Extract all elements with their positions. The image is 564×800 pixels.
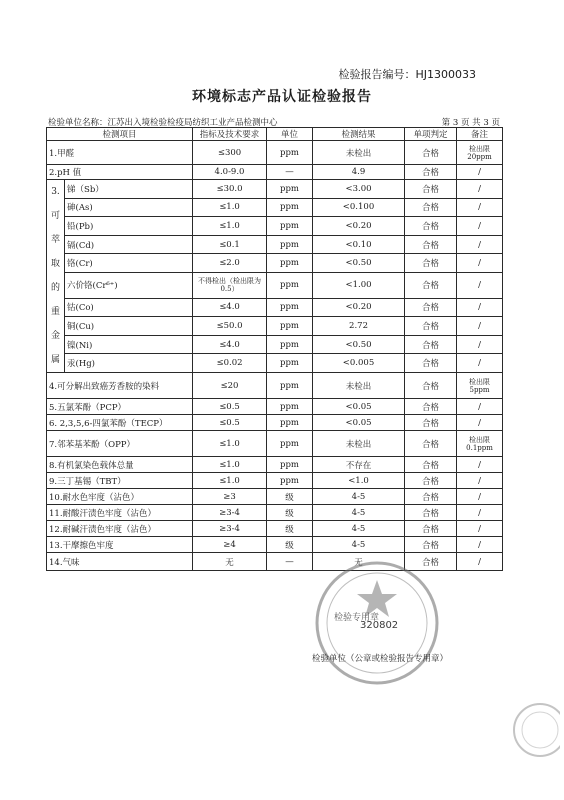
table-row	[47, 217, 503, 236]
cell-result: <0.10	[313, 235, 405, 254]
cell-unit: ppm	[267, 254, 313, 273]
results-table	[46, 127, 503, 571]
cell-req: ≤1.0	[193, 198, 267, 217]
report-number: 检验报告编号：HJ1300033	[338, 68, 476, 81]
cell-note: 检出限 0.1ppm	[457, 431, 503, 457]
cell-judge: 合格	[405, 457, 457, 473]
cell-judge: 合格	[405, 180, 457, 199]
cell-item: 8.有机氯染色载体总量	[47, 457, 193, 473]
cell-req: ≤300	[193, 141, 267, 165]
cell-req: ≤50.0	[193, 317, 267, 336]
cell-judge: 合格	[405, 354, 457, 373]
seal-text: 检验专用章	[334, 613, 380, 623]
cell-judge: 合格	[405, 165, 457, 180]
cell-judge: 合格	[405, 505, 457, 521]
table-row	[47, 489, 503, 505]
cell-judge: 合格	[405, 473, 457, 489]
cell-req: ≤30.0	[193, 180, 267, 199]
cell-unit: ppm	[267, 457, 313, 473]
cell-judge: 合格	[405, 198, 457, 217]
cell-req: ≤2.0	[193, 254, 267, 273]
cell-result: <0.100	[313, 198, 405, 217]
inspection-unit: 检验单位名称：江苏出入境检验检疫局纺织工业产品检测中心	[48, 118, 278, 128]
cell-result: 未检出	[313, 431, 405, 457]
cell-req: ≤1.0	[193, 457, 267, 473]
cell-item: 12.耐碱汗渍色牢度（沾色）	[47, 521, 193, 537]
cell-note: /	[457, 553, 503, 571]
cell-unit: ppm	[267, 431, 313, 457]
table-row	[47, 198, 503, 217]
header-result: 检测结果	[313, 128, 405, 141]
cell-judge: 合格	[405, 254, 457, 273]
cell-req: ≥4	[193, 537, 267, 553]
cell-judge: 合格	[405, 537, 457, 553]
cell-note: /	[457, 537, 503, 553]
cell-unit: ppm	[267, 235, 313, 254]
signature-line: 检验单位（公章或检验报告专用章）	[312, 654, 449, 664]
cell-unit: ppm	[267, 415, 313, 431]
cell-unit: 级	[267, 521, 313, 537]
cell-note: /	[457, 399, 503, 415]
cell-req: 4.0-9.0	[193, 165, 267, 180]
cell-req: ≤20	[193, 373, 267, 399]
cell-judge: 合格	[405, 272, 457, 298]
cell-unit: ppm	[267, 298, 313, 317]
cell-note: /	[457, 489, 503, 505]
cell-note: /	[457, 165, 503, 180]
cell-note: /	[457, 521, 503, 537]
cell-note: /	[457, 317, 503, 336]
cell-judge: 合格	[405, 235, 457, 254]
cell-item: 9.三丁基锡（TBT）	[47, 473, 193, 489]
cell-req: ≤1.0	[193, 217, 267, 236]
cell-item: 4.可分解出致癌芳香胺的染料	[47, 373, 193, 399]
table-row	[47, 165, 503, 180]
cell-result: 4-5	[313, 537, 405, 553]
cell-unit: 级	[267, 505, 313, 521]
cell-unit: ppm	[267, 180, 313, 199]
cell-note: /	[457, 180, 503, 199]
table-header-row	[47, 128, 503, 141]
cell-judge: 合格	[405, 415, 457, 431]
table-row	[47, 521, 503, 537]
cell-result: 未检出	[313, 141, 405, 165]
table-row	[47, 180, 503, 199]
cell-result: 4-5	[313, 505, 405, 521]
table-row	[47, 354, 503, 373]
table-row	[47, 335, 503, 354]
table-row	[47, 399, 503, 415]
cell-note: 检出限 5ppm	[457, 373, 503, 399]
table-row	[47, 473, 503, 489]
cell-item: 砷(As)	[65, 198, 193, 217]
cell-result: 无	[313, 553, 405, 571]
cell-note: /	[457, 473, 503, 489]
corner-seal-stamp	[500, 700, 560, 760]
cell-item: 2.pH 值	[47, 165, 193, 180]
cell-result: 不存在	[313, 457, 405, 473]
cell-item: 铬(Cr)	[65, 254, 193, 273]
cell-unit: ppm	[267, 317, 313, 336]
cell-note: /	[457, 235, 503, 254]
cell-note: /	[457, 198, 503, 217]
cell-result: 4-5	[313, 521, 405, 537]
cell-result: <0.50	[313, 254, 405, 273]
table-row	[47, 272, 503, 298]
cell-unit: ppm	[267, 473, 313, 489]
cell-item: 铅(Pb)	[65, 217, 193, 236]
cell-result: <0.20	[313, 298, 405, 317]
cell-judge: 合格	[405, 489, 457, 505]
cell-note: /	[457, 217, 503, 236]
report-title: 环境标志产品认证检验报告	[192, 89, 372, 105]
cell-note: /	[457, 457, 503, 473]
cell-unit: ppm	[267, 399, 313, 415]
cell-judge: 合格	[405, 431, 457, 457]
table-row	[47, 537, 503, 553]
cell-judge: 合格	[405, 298, 457, 317]
cell-result: <1.0	[313, 473, 405, 489]
cell-judge: 合格	[405, 399, 457, 415]
cell-judge: 合格	[405, 521, 457, 537]
cell-req: 不得检出（检出限为 0.5）	[193, 272, 267, 298]
cell-unit: 级	[267, 489, 313, 505]
header-note: 备注	[457, 128, 503, 141]
cell-item: 锑（Sb）	[65, 180, 193, 199]
table-row	[47, 254, 503, 273]
cell-result: <0.50	[313, 335, 405, 354]
cell-unit: ppm	[267, 141, 313, 165]
cell-result: 4-5	[313, 489, 405, 505]
cell-item: 汞(Hg)	[65, 354, 193, 373]
cell-unit: ppm	[267, 217, 313, 236]
cell-item: 6. 2,3,5,6-四氯苯酚（TECP）	[47, 415, 193, 431]
cell-judge: 合格	[405, 553, 457, 571]
cell-judge: 合格	[405, 141, 457, 165]
cell-note: /	[457, 272, 503, 298]
cell-unit: ppm	[267, 335, 313, 354]
cell-unit: ppm	[267, 354, 313, 373]
cell-item: 7.邻苯基苯酚（OPP）	[47, 431, 193, 457]
cell-req: ≤0.5	[193, 415, 267, 431]
table-row	[47, 235, 503, 254]
cell-unit: —	[267, 165, 313, 180]
header-judgement: 单项判定	[405, 128, 457, 141]
cell-req: ≥3-4	[193, 521, 267, 537]
cell-note: /	[457, 298, 503, 317]
table-row	[47, 431, 503, 457]
cell-note: 检出限 20ppm	[457, 141, 503, 165]
cell-unit: ppm	[267, 272, 313, 298]
cell-item: 5.五氯苯酚（PCP）	[47, 399, 193, 415]
seal-code: 320802	[360, 620, 399, 631]
cell-item: 镍(Ni)	[65, 335, 193, 354]
table-row	[47, 373, 503, 399]
table-row	[47, 141, 503, 165]
cell-unit: 级	[267, 537, 313, 553]
cell-judge: 合格	[405, 217, 457, 236]
cell-result: <0.05	[313, 399, 405, 415]
cell-result: <3.00	[313, 180, 405, 199]
table-row	[47, 317, 503, 336]
cell-req: ≤0.1	[193, 235, 267, 254]
cell-req: 无	[193, 553, 267, 571]
cell-result: 未检出	[313, 373, 405, 399]
cell-req: ≤0.5	[193, 399, 267, 415]
cell-req: ≥3	[193, 489, 267, 505]
cell-item: 镉(Cd)	[65, 235, 193, 254]
cell-note: /	[457, 354, 503, 373]
cell-item: 钴(Co)	[65, 298, 193, 317]
cell-item: 铜(Cu)	[65, 317, 193, 336]
header-requirement: 指标及技术要求	[193, 128, 267, 141]
metals-group-label: 3. 可 萃 取 的 重 金 属	[47, 180, 65, 373]
cell-judge: 合格	[405, 373, 457, 399]
cell-unit: ppm	[267, 198, 313, 217]
cell-item: 六价铬(Cr⁶⁺)	[65, 272, 193, 298]
header-unit: 单位	[267, 128, 313, 141]
cell-item: 13.干摩擦色牢度	[47, 537, 193, 553]
cell-result: <1.00	[313, 272, 405, 298]
cell-note: /	[457, 415, 503, 431]
cell-result: 4.9	[313, 165, 405, 180]
header-item: 检测项目	[47, 128, 193, 141]
cell-unit: ppm	[267, 373, 313, 399]
cell-result: 2.72	[313, 317, 405, 336]
cell-result: <0.005	[313, 354, 405, 373]
cell-judge: 合格	[405, 335, 457, 354]
cell-req: ≤4.0	[193, 298, 267, 317]
page-info: 第 3 页 共 3 页	[441, 118, 500, 128]
cell-unit: —	[267, 553, 313, 571]
cell-note: /	[457, 254, 503, 273]
cell-item: 14.气味	[47, 553, 193, 571]
cell-result: <0.05	[313, 415, 405, 431]
cell-req: ≤1.0	[193, 431, 267, 457]
table-row	[47, 415, 503, 431]
cell-item: 1.甲醛	[47, 141, 193, 165]
cell-result: <0.20	[313, 217, 405, 236]
cell-item: 10.耐水色牢度（沾色）	[47, 489, 193, 505]
cell-note: /	[457, 505, 503, 521]
cell-req: ≥3-4	[193, 505, 267, 521]
table-row	[47, 457, 503, 473]
cell-item: 11.耐酸汗渍色牢度（沾色）	[47, 505, 193, 521]
cell-req: ≤0.02	[193, 354, 267, 373]
table-row	[47, 298, 503, 317]
table-row	[47, 505, 503, 521]
cell-judge: 合格	[405, 317, 457, 336]
cell-req: ≤1.0	[193, 473, 267, 489]
cell-note: /	[457, 335, 503, 354]
cell-req: ≤4.0	[193, 335, 267, 354]
